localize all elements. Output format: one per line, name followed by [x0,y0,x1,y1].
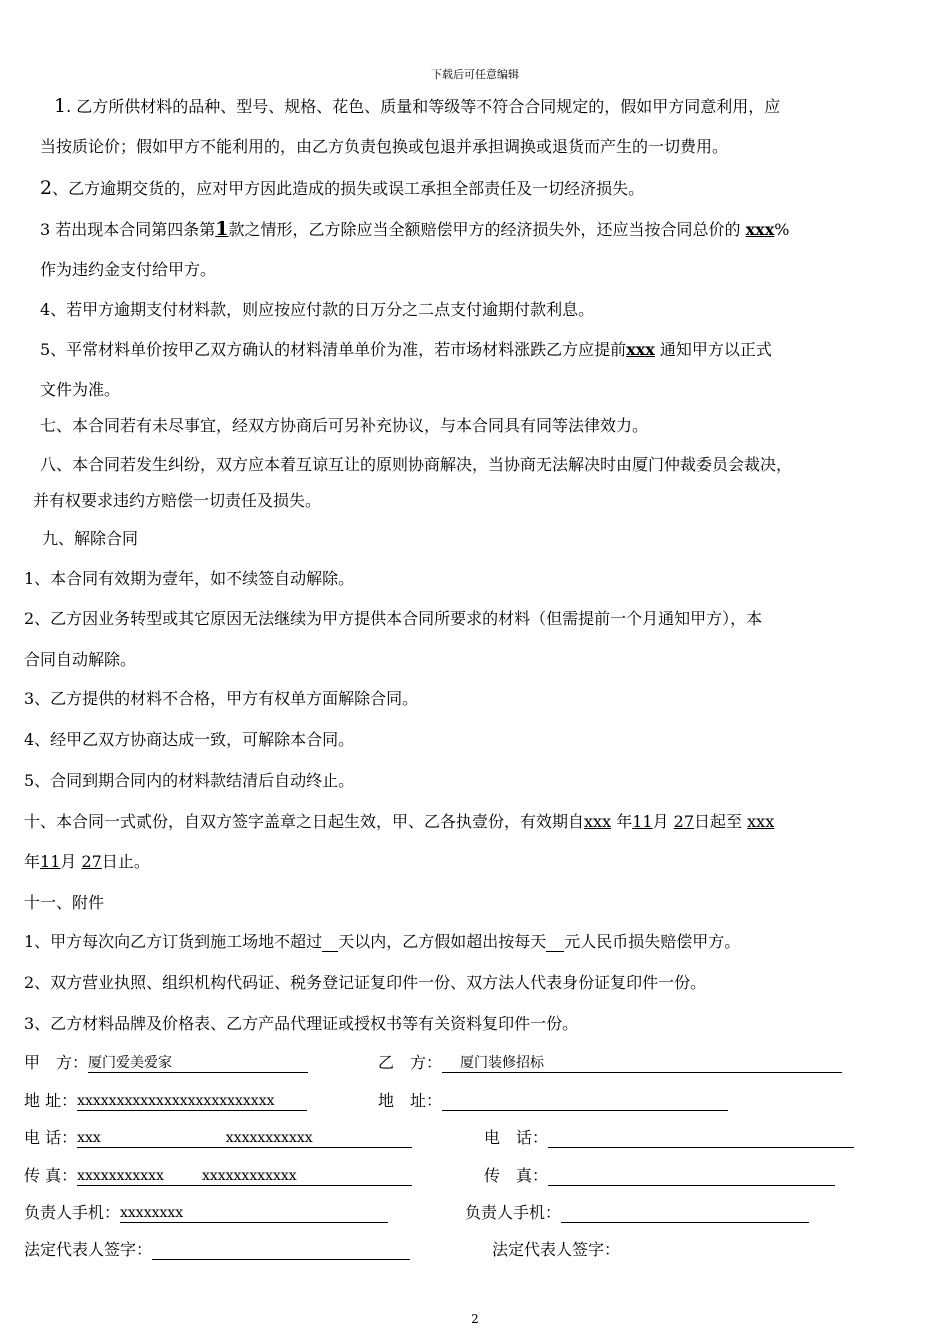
penalty-percent-value: xxx [745,220,775,239]
phone-part-1: xxx [77,1130,101,1146]
section-9-title: 九、解除合同 [42,529,139,548]
section-11-item-1 [24,932,740,952]
party-b-name-row [378,1053,842,1073]
party-b-phone [548,1129,854,1148]
field-label: 法定代表人签字： [24,1240,153,1259]
section-9-item-2-line-2: 合同自动解除。 [24,650,137,669]
party-a-phone [77,1129,412,1148]
month-unit: 月 [652,812,669,831]
party-b-phone-row [484,1128,854,1148]
clause-text: 天以内，乙方假如超出按每天 [338,932,547,951]
end-year: xxx [747,812,775,831]
section-10-line-2 [24,852,150,872]
section-7: 七、本合同若有未尽事宜，经双方协商后可另补充协议，与本合同具有同等法律效力。 [40,416,649,435]
field-label: 负责人手机： [24,1203,121,1222]
clause-text: 通知甲方以正式 [659,340,772,359]
section-8-line-1: 八、本合同若发生纠纷，双方应本着互谅互让的原则协商解决，当协商无法解决时由厦门仲裁委员会裁决， [40,455,793,474]
field-label: 地 址： [378,1091,443,1110]
clause-text: 日起至 [694,812,743,831]
clause-1-line-2: 当按质论价；假如甲方不能利用的，由乙方负责包换或包退并承担调换或退货而产生的一切费用。 [40,137,729,156]
section-9-item-2-line-1: 2、乙方因业务转型或其它原因无法继续为甲方提供本合同所要求的材料（但需提前一个月通知甲方），本 [24,609,763,628]
field-label: 乙 方： [378,1053,443,1072]
party-b-address-row [378,1091,728,1111]
party-a-rep-row [24,1240,410,1260]
section-11-item-3: 3、乙方材料品牌及价格表、乙方产品代理证或授权书等有关资料复印件一份。 [24,1014,579,1033]
end-day: 27 [81,852,102,871]
blank-days [322,933,338,952]
section-11-item-2: 2、双方营业执照、组织机构代码证、税务登记证复印件一份、双方法人代表身份证复印件一份。 [24,973,707,992]
party-b-mobile [561,1204,809,1223]
section-9-item-5: 5、合同到期合同内的材料款结清后自动终止。 [24,771,355,790]
clause-number: 1 [54,95,67,117]
party-b-rep-row [492,1240,620,1260]
fax-part-1: xxxxxxxxxxx [77,1168,164,1184]
party-a-phone-row [24,1128,412,1148]
year-unit: 年 [24,852,41,871]
page-header: 下载后可任意编辑 [431,68,519,81]
clause-text: 日止。 [101,852,150,871]
field-label: 传 真： [484,1166,549,1185]
party-b-fax [548,1167,835,1186]
start-month: 11 [632,812,653,831]
clause-text: 3 若出现本合同第四条第 [40,220,216,239]
page-number: 2 [471,1312,479,1326]
clause-4: 4、若甲方逾期支付材料款，则应按应付款的日万分之二点支付逾期付款利息。 [40,300,595,319]
party-b-name [442,1054,842,1073]
clause-text: 5、平常材料单价按甲乙双方确认的材料清单单价为准，若市场材料涨跌乙方应提前 [40,340,627,359]
phone-part-2: xxxxxxxxxxx [225,1130,313,1146]
section-8-line-2: 并有权要求违约方赔偿一切责任及损失。 [33,491,322,510]
start-year: xxx [584,812,612,831]
blank-amount [546,933,564,952]
party-a-mobile: xxxxxxxx [120,1204,388,1223]
clause-text: 款之情形，乙方除应当全额赔偿甲方的经济损失外，还应当按合同总价的 [228,220,741,239]
clause-1-line-1 [54,96,780,117]
start-day: 27 [673,812,695,831]
field-label: 传 真： [24,1166,78,1185]
party-a-address-row [24,1091,307,1111]
year-unit: 年 [616,812,633,831]
clause-2 [40,178,644,199]
clause-5-line-1 [40,340,772,360]
party-b-address [442,1092,728,1111]
clause-5-line-2: 文件为准。 [40,380,121,399]
field-label: 法定代表人签字： [492,1240,621,1259]
party-a-rep-signature [152,1241,410,1260]
party-a-name-row [24,1053,308,1073]
clause-text: 元人民币损失赔偿甲方。 [564,932,741,951]
field-label: 负责人手机： [465,1203,562,1222]
section-9-item-3: 3、乙方提供的材料不合格，甲方有权单方面解除合同。 [24,689,419,708]
clause-number: 2 [40,177,53,199]
party-a-mobile-row [24,1203,388,1223]
clause-3-line-2: 作为违约金支付给甲方。 [40,260,217,279]
field-label: 电 话： [484,1128,549,1147]
month-unit: 月 [60,852,77,871]
clause-text: 十、本合同一式贰份，自双方签字盖章之日起生效，甲、乙各执壹份，有效期自 [24,812,585,831]
party-a-fax [77,1167,412,1186]
clause-3-line-1 [40,219,789,240]
percent-sign: % [774,220,790,239]
section-9-item-4: 4、经甲乙双方协商达成一致，可解除本合同。 [24,730,355,749]
field-label: 电 话： [24,1128,78,1147]
clause-text: . 乙方所供材料的品种、型号、规格、花色、质量和等级等不符合合同规定的，假如甲方同意利用，应 [66,97,781,116]
party-a-name: 厦门爱美爱家 [88,1054,308,1073]
party-b-name-text: 厦门装修招标 [460,1055,545,1071]
end-month: 11 [40,852,61,871]
fax-part-2: xxxxxxxxxxxx [201,1168,297,1184]
section-10-line-1 [24,812,774,832]
field-label: 甲 方： [24,1053,89,1072]
clause-text: 1、甲方每次向乙方订货到施工场地不超过 [24,932,323,951]
party-b-mobile-row [465,1203,809,1223]
party-a-address: xxxxxxxxxxxxxxxxxxxxxxxxx [77,1092,307,1111]
section-11-title: 十一、附件 [24,893,105,912]
notice-days-value: xxx [626,340,655,359]
section-9-item-1: 1、本合同有效期为壹年，如不续签自动解除。 [24,569,355,588]
field-label: 地 址： [24,1091,78,1110]
clause-ref-number: 1 [215,218,229,240]
party-b-fax-row [484,1166,835,1186]
clause-text: 、乙方逾期交货的，应对甲方因此造成的损失或误工承担全部责任及一切经济损失。 [52,179,645,198]
party-a-fax-row [24,1166,412,1186]
